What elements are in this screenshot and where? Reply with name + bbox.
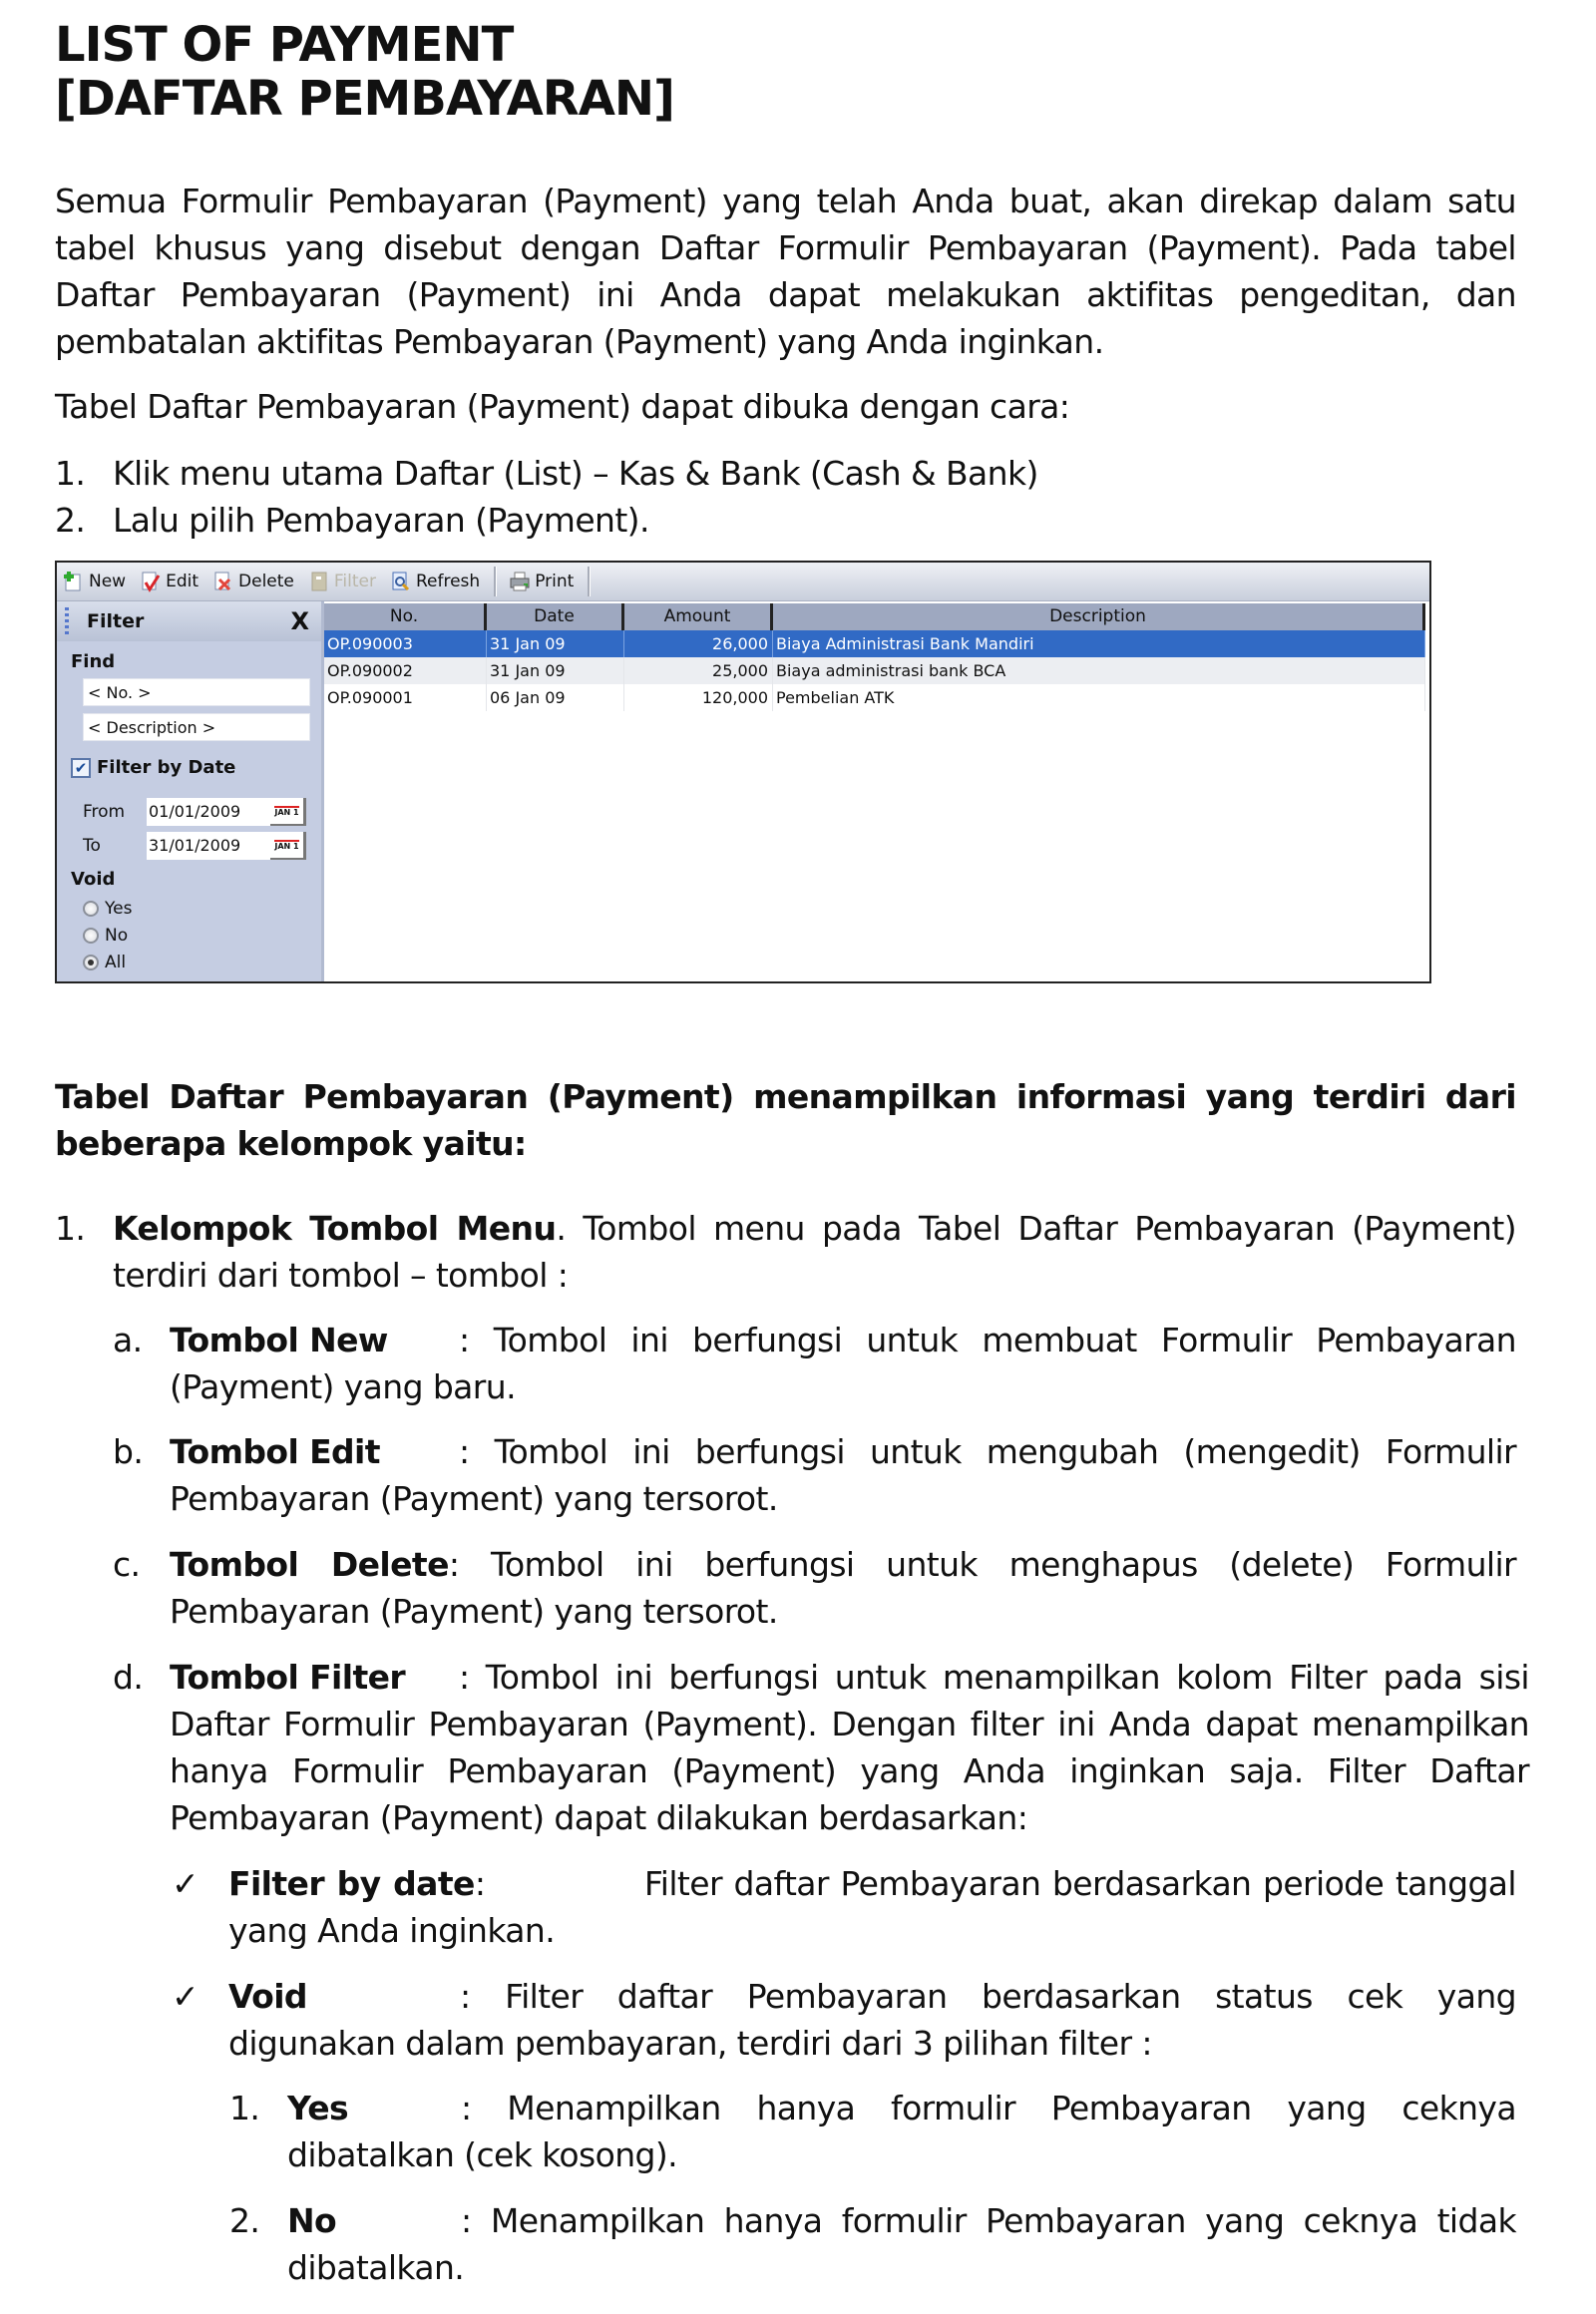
option-separator: : bbox=[460, 1977, 506, 2016]
cell-no: OP.090002 bbox=[324, 657, 487, 684]
from-label: From bbox=[83, 802, 126, 822]
radio-unchecked-icon bbox=[83, 928, 99, 944]
cell-amount: 25,000 bbox=[624, 657, 773, 684]
option-text: Menampilkan hanya formulir Pembayaran yang ceknya tidak dibatalkan. bbox=[287, 2201, 1516, 2287]
printer-icon bbox=[509, 571, 531, 592]
toolbar-separator bbox=[494, 567, 497, 596]
drag-grip-icon[interactable] bbox=[65, 607, 69, 635]
edit-button[interactable] bbox=[140, 571, 199, 592]
item-title: Tombol Edit bbox=[170, 1432, 380, 1471]
cell-description: Biaya administrasi bank BCA bbox=[773, 657, 1425, 684]
option-title: Yes bbox=[287, 2089, 349, 2127]
cell-description: Biaya Administrasi Bank Mandiri bbox=[773, 630, 1425, 657]
page-title-line1: LIST OF PAYMENT bbox=[55, 17, 514, 73]
column-header-no[interactable]: No. bbox=[324, 603, 487, 630]
new-document-plus-icon bbox=[63, 571, 85, 592]
item-title: Tombol Delete bbox=[170, 1545, 449, 1584]
option-number: 1. bbox=[229, 2089, 260, 2127]
calendar-icon[interactable] bbox=[270, 832, 306, 860]
find-number-input[interactable]: < No. > bbox=[83, 678, 310, 706]
cell-date: 31 Jan 09 bbox=[487, 657, 624, 684]
edit-document-check-icon bbox=[140, 571, 162, 592]
filter-button[interactable] bbox=[308, 571, 376, 592]
close-icon[interactable]: X bbox=[290, 607, 309, 635]
find-label: Find bbox=[71, 651, 116, 672]
item-separator: : bbox=[448, 1545, 492, 1584]
group-text: . Tombol menu pada Tabel Daftar Pembayaran (Payment) terdiri dari tombol – tombol : bbox=[113, 1209, 1516, 1295]
page-title-line2: [DAFTAR PEMBAYARAN] bbox=[55, 71, 674, 127]
option-text: Filter daftar Pembayaran berdasarkan periode tanggal yang Anda inginkan. bbox=[228, 1864, 1516, 1950]
cell-date: 06 Jan 09 bbox=[487, 684, 624, 711]
filter-label: Filter bbox=[333, 572, 376, 591]
filter-option-item bbox=[172, 1973, 1516, 2067]
radio-checked-icon bbox=[83, 955, 99, 970]
refresh-magnifier-icon bbox=[390, 571, 412, 592]
cell-no: OP.090003 bbox=[324, 630, 487, 657]
item-separator: : bbox=[459, 1432, 495, 1471]
group-item bbox=[55, 1205, 1516, 1299]
from-date-input[interactable]: 01/01/2009 bbox=[147, 798, 270, 826]
option-number: 2. bbox=[229, 2201, 260, 2240]
option-title: No bbox=[287, 2201, 337, 2240]
grid-header bbox=[324, 603, 1425, 630]
toolbar-separator bbox=[588, 567, 591, 596]
item-title: Tombol New bbox=[170, 1321, 388, 1359]
checkbox-checked-icon: ✔ bbox=[71, 758, 91, 778]
filter-by-date-label: Filter by Date bbox=[97, 757, 236, 778]
new-button[interactable] bbox=[63, 571, 126, 592]
refresh-label: Refresh bbox=[415, 572, 481, 591]
button-description-item bbox=[113, 1428, 1516, 1522]
item-marker: b. bbox=[113, 1432, 144, 1471]
cell-amount: 26,000 bbox=[624, 630, 773, 657]
calendar-icon[interactable] bbox=[270, 798, 306, 826]
cell-description: Pembelian ATK bbox=[773, 684, 1425, 711]
item-text: Tombol ini berfungsi untuk menghapus (delete) Formulir Pembayaran (Payment) yang tersorot. bbox=[170, 1545, 1516, 1631]
cell-amount: 120,000 bbox=[624, 684, 773, 711]
void-option-item bbox=[229, 2197, 1516, 2291]
step-number: 1. bbox=[55, 454, 86, 493]
to-date-row bbox=[83, 832, 306, 860]
option-title: Void bbox=[228, 1977, 307, 2016]
steps-list bbox=[55, 450, 1038, 544]
delete-button[interactable] bbox=[212, 571, 294, 592]
void-label: Void bbox=[71, 869, 116, 890]
filter-panel bbox=[57, 601, 324, 981]
step-text: Lalu pilih Pembayaran (Payment). bbox=[113, 501, 649, 540]
filter-by-date-checkbox[interactable] bbox=[71, 757, 235, 778]
delete-label: Delete bbox=[238, 572, 294, 591]
table-row[interactable] bbox=[324, 630, 1425, 657]
item-text: Tombol ini berfungsi untuk membuat Formulir Pembayaran (Payment) yang baru. bbox=[170, 1321, 1516, 1406]
void-option-label: Yes bbox=[105, 899, 133, 919]
payment-grid bbox=[324, 601, 1429, 981]
void-radio-yes[interactable] bbox=[83, 899, 132, 919]
void-option-label: No bbox=[105, 926, 129, 946]
void-option-label: All bbox=[105, 953, 127, 972]
step-item bbox=[55, 497, 1038, 544]
table-row[interactable] bbox=[324, 684, 1425, 711]
column-header-description[interactable]: Description bbox=[773, 603, 1425, 630]
table-row[interactable] bbox=[324, 657, 1425, 684]
option-text: Menampilkan hanya formulir Pembayaran yang ceknya dibatalkan (cek kosong). bbox=[287, 2089, 1516, 2174]
filter-option-item bbox=[172, 1860, 1516, 1954]
delete-document-x-icon bbox=[212, 571, 234, 592]
check-icon: ✓ bbox=[172, 1977, 200, 2016]
item-separator: : bbox=[459, 1658, 486, 1697]
to-date-input[interactable]: 31/01/2009 bbox=[147, 832, 270, 860]
button-description-item bbox=[113, 1654, 1529, 1841]
item-title: Tombol Filter bbox=[170, 1658, 406, 1697]
print-button[interactable] bbox=[509, 571, 574, 592]
page-title bbox=[55, 18, 674, 126]
step-number: 2. bbox=[55, 501, 86, 540]
find-description-input[interactable]: < Description > bbox=[83, 713, 310, 741]
new-label: New bbox=[89, 572, 127, 591]
button-description-item bbox=[113, 1541, 1516, 1635]
open-instructions: Tabel Daftar Pembayaran (Payment) dapat dibuka dengan cara: bbox=[55, 387, 1070, 426]
step-item bbox=[55, 450, 1038, 497]
option-separator: : bbox=[461, 2201, 491, 2240]
column-header-date[interactable]: Date bbox=[487, 603, 624, 630]
option-separator: : bbox=[474, 1864, 486, 1903]
void-radio-all[interactable] bbox=[83, 953, 126, 972]
void-radio-no[interactable] bbox=[83, 926, 128, 946]
item-marker: d. bbox=[113, 1658, 144, 1697]
calendar-icon-text: JAN 1 bbox=[274, 841, 299, 851]
item-marker: a. bbox=[113, 1321, 143, 1359]
edit-label: Edit bbox=[166, 572, 200, 591]
payment-list-window bbox=[55, 561, 1431, 983]
refresh-button[interactable] bbox=[390, 571, 480, 592]
group-title: Kelompok Tombol Menu bbox=[113, 1209, 557, 1248]
option-separator: : bbox=[461, 2089, 508, 2127]
cell-no: OP.090001 bbox=[324, 684, 487, 711]
item-text: Tombol ini berfungsi untuk menampilkan kolom Filter pada sisi Daftar Formulir Pembayaran (Payment). Dengan filter ini Anda dapat menampilkan hanya Formulir Pembayaran (Payment) yang Anda inginkan saja. Filter Daftar Pembayaran (Payment) dapat dilakukan berdasarkan: bbox=[170, 1658, 1529, 1837]
void-option-item bbox=[229, 2085, 1516, 2178]
option-text: Filter daftar Pembayaran berdasarkan status cek yang digunakan dalam pembayaran, terdiri dari 3 pilihan filter : bbox=[228, 1977, 1516, 2063]
section-heading: Tabel Daftar Pembayaran (Payment) menampilkan informasi yang terdiri dari beberapa kelompok yaitu: bbox=[55, 1077, 1516, 1163]
from-date-row bbox=[83, 798, 306, 826]
to-label: To bbox=[83, 836, 101, 856]
item-separator: : bbox=[459, 1321, 494, 1359]
check-icon: ✓ bbox=[172, 1864, 200, 1903]
radio-unchecked-icon bbox=[83, 901, 99, 917]
button-description-item bbox=[113, 1317, 1516, 1410]
intro-paragraph: Semua Formulir Pembayaran (Payment) yang telah Anda buat, akan direkap dalam satu tabel khusus yang disebut dengan Daftar Formulir Pembayaran (Payment). Pada tabel Daftar Pembayaran (Payment) ini Anda dapat melakukan aktifitas pengeditan, dan pembatalan aktifitas Pembayaran (Payment) yang Anda inginkan. bbox=[55, 182, 1516, 361]
group-number: 1. bbox=[55, 1209, 86, 1248]
calendar-icon-text: JAN 1 bbox=[274, 807, 299, 817]
column-header-amount[interactable]: Amount bbox=[624, 603, 773, 630]
toolbar bbox=[57, 563, 1429, 601]
filter-icon bbox=[308, 571, 330, 592]
item-text: Tombol ini berfungsi untuk mengubah (mengedit) Formulir Pembayaran (Payment) yang tersorot. bbox=[170, 1432, 1516, 1518]
print-label: Print bbox=[535, 572, 575, 591]
filter-panel-title: Filter bbox=[87, 610, 145, 632]
option-title: Filter by date bbox=[228, 1864, 475, 1903]
cell-date: 31 Jan 09 bbox=[487, 630, 624, 657]
step-text: Klik menu utama Daftar (List) – Kas & Bank (Cash & Bank) bbox=[113, 454, 1038, 493]
filter-panel-header bbox=[57, 601, 321, 641]
item-marker: c. bbox=[113, 1545, 141, 1584]
